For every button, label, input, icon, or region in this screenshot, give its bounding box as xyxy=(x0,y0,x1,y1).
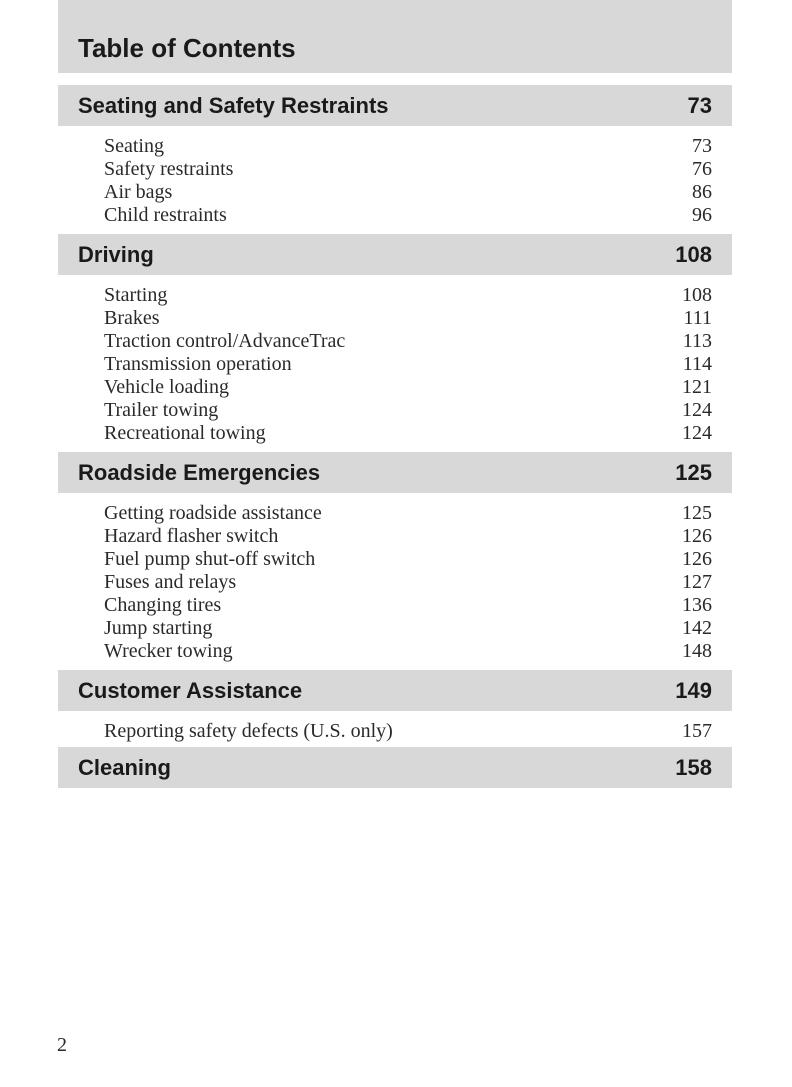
entry-page: 73 xyxy=(692,135,712,157)
toc-entry[interactable] xyxy=(104,330,712,353)
entry-label: Reporting safety defects (U.S. only) xyxy=(104,720,393,742)
entry-label: Starting xyxy=(104,284,168,306)
toc-entry[interactable] xyxy=(104,640,712,663)
entry-label: Jump starting xyxy=(104,617,213,639)
entry-page: 148 xyxy=(682,640,712,662)
toc-entry[interactable] xyxy=(104,525,712,548)
entry-label: Air bags xyxy=(104,181,173,203)
toc-entry[interactable] xyxy=(104,376,712,399)
entry-label: Hazard flasher switch xyxy=(104,525,279,547)
entry-label: Brakes xyxy=(104,307,160,329)
section-title: Roadside Emergencies xyxy=(78,459,321,485)
section-header-roadside-emergencies[interactable] xyxy=(58,452,732,493)
toc-entry[interactable] xyxy=(104,181,712,204)
entry-label: Trailer towing xyxy=(104,399,219,421)
entry-label: Seating xyxy=(104,135,164,157)
section-header-cleaning[interactable] xyxy=(58,747,732,788)
entry-label: Vehicle loading xyxy=(104,376,229,398)
section-page: 158 xyxy=(675,754,712,780)
table-of-contents xyxy=(58,85,732,788)
entry-page: 108 xyxy=(682,284,712,306)
toc-entry[interactable] xyxy=(104,158,712,181)
entry-label: Transmission operation xyxy=(104,353,292,375)
section-entries xyxy=(58,275,732,452)
entry-label: Traction control/AdvanceTrac xyxy=(104,330,346,352)
entry-page: 76 xyxy=(692,158,712,180)
section-title: Customer Assistance xyxy=(78,677,303,703)
entry-page: 126 xyxy=(682,525,712,547)
toc-entry[interactable] xyxy=(104,594,712,617)
toc-entry[interactable] xyxy=(104,720,712,743)
entry-label: Getting roadside assistance xyxy=(104,502,322,524)
entry-page: 111 xyxy=(683,307,712,329)
entry-label: Wrecker towing xyxy=(104,640,233,662)
toc-entry[interactable] xyxy=(104,284,712,307)
entry-label: Fuel pump shut-off switch xyxy=(104,548,316,570)
section-entries xyxy=(58,126,732,234)
page-number: 2 xyxy=(57,1034,67,1056)
toc-entry[interactable] xyxy=(104,617,712,640)
toc-entry[interactable] xyxy=(104,502,712,525)
entry-page: 127 xyxy=(682,571,712,593)
section-page: 73 xyxy=(687,92,712,118)
entry-page: 121 xyxy=(682,376,712,398)
entry-label: Changing tires xyxy=(104,594,222,616)
entry-label: Safety restraints xyxy=(104,158,234,180)
entry-page: 113 xyxy=(682,330,712,352)
section-header-seating-and-safety-restraints[interactable] xyxy=(58,85,732,126)
section-title: Driving xyxy=(78,241,154,267)
toc-entry[interactable] xyxy=(104,353,712,376)
section-page: 108 xyxy=(675,241,712,267)
entry-label: Recreational towing xyxy=(104,422,266,444)
page-header xyxy=(58,0,732,73)
section-entries xyxy=(58,711,732,747)
entry-page: 114 xyxy=(682,353,712,375)
entry-page: 124 xyxy=(682,399,712,421)
section-title: Cleaning xyxy=(78,754,171,780)
toc-entry[interactable] xyxy=(104,135,712,158)
section-page: 125 xyxy=(675,459,712,485)
entry-label: Child restraints xyxy=(104,204,227,226)
entry-page: 86 xyxy=(692,181,712,203)
section-header-customer-assistance[interactable] xyxy=(58,670,732,711)
entry-label: Fuses and relays xyxy=(104,571,237,593)
toc-entry[interactable] xyxy=(104,422,712,445)
entry-page: 136 xyxy=(682,594,712,616)
entry-page: 124 xyxy=(682,422,712,444)
entry-page: 96 xyxy=(692,204,712,226)
toc-entry[interactable] xyxy=(104,571,712,594)
page-title: Table of Contents xyxy=(78,33,296,63)
toc-entry[interactable] xyxy=(104,399,712,422)
entry-page: 157 xyxy=(682,720,712,742)
section-page: 149 xyxy=(675,677,712,703)
entry-page: 142 xyxy=(682,617,712,639)
section-entries xyxy=(58,493,732,670)
entry-page: 125 xyxy=(682,502,712,524)
toc-entry[interactable] xyxy=(104,307,712,330)
section-title: Seating and Safety Restraints xyxy=(78,92,389,118)
toc-entry[interactable] xyxy=(104,548,712,571)
entry-page: 126 xyxy=(682,548,712,570)
section-header-driving[interactable] xyxy=(58,234,732,275)
toc-entry[interactable] xyxy=(104,204,712,227)
